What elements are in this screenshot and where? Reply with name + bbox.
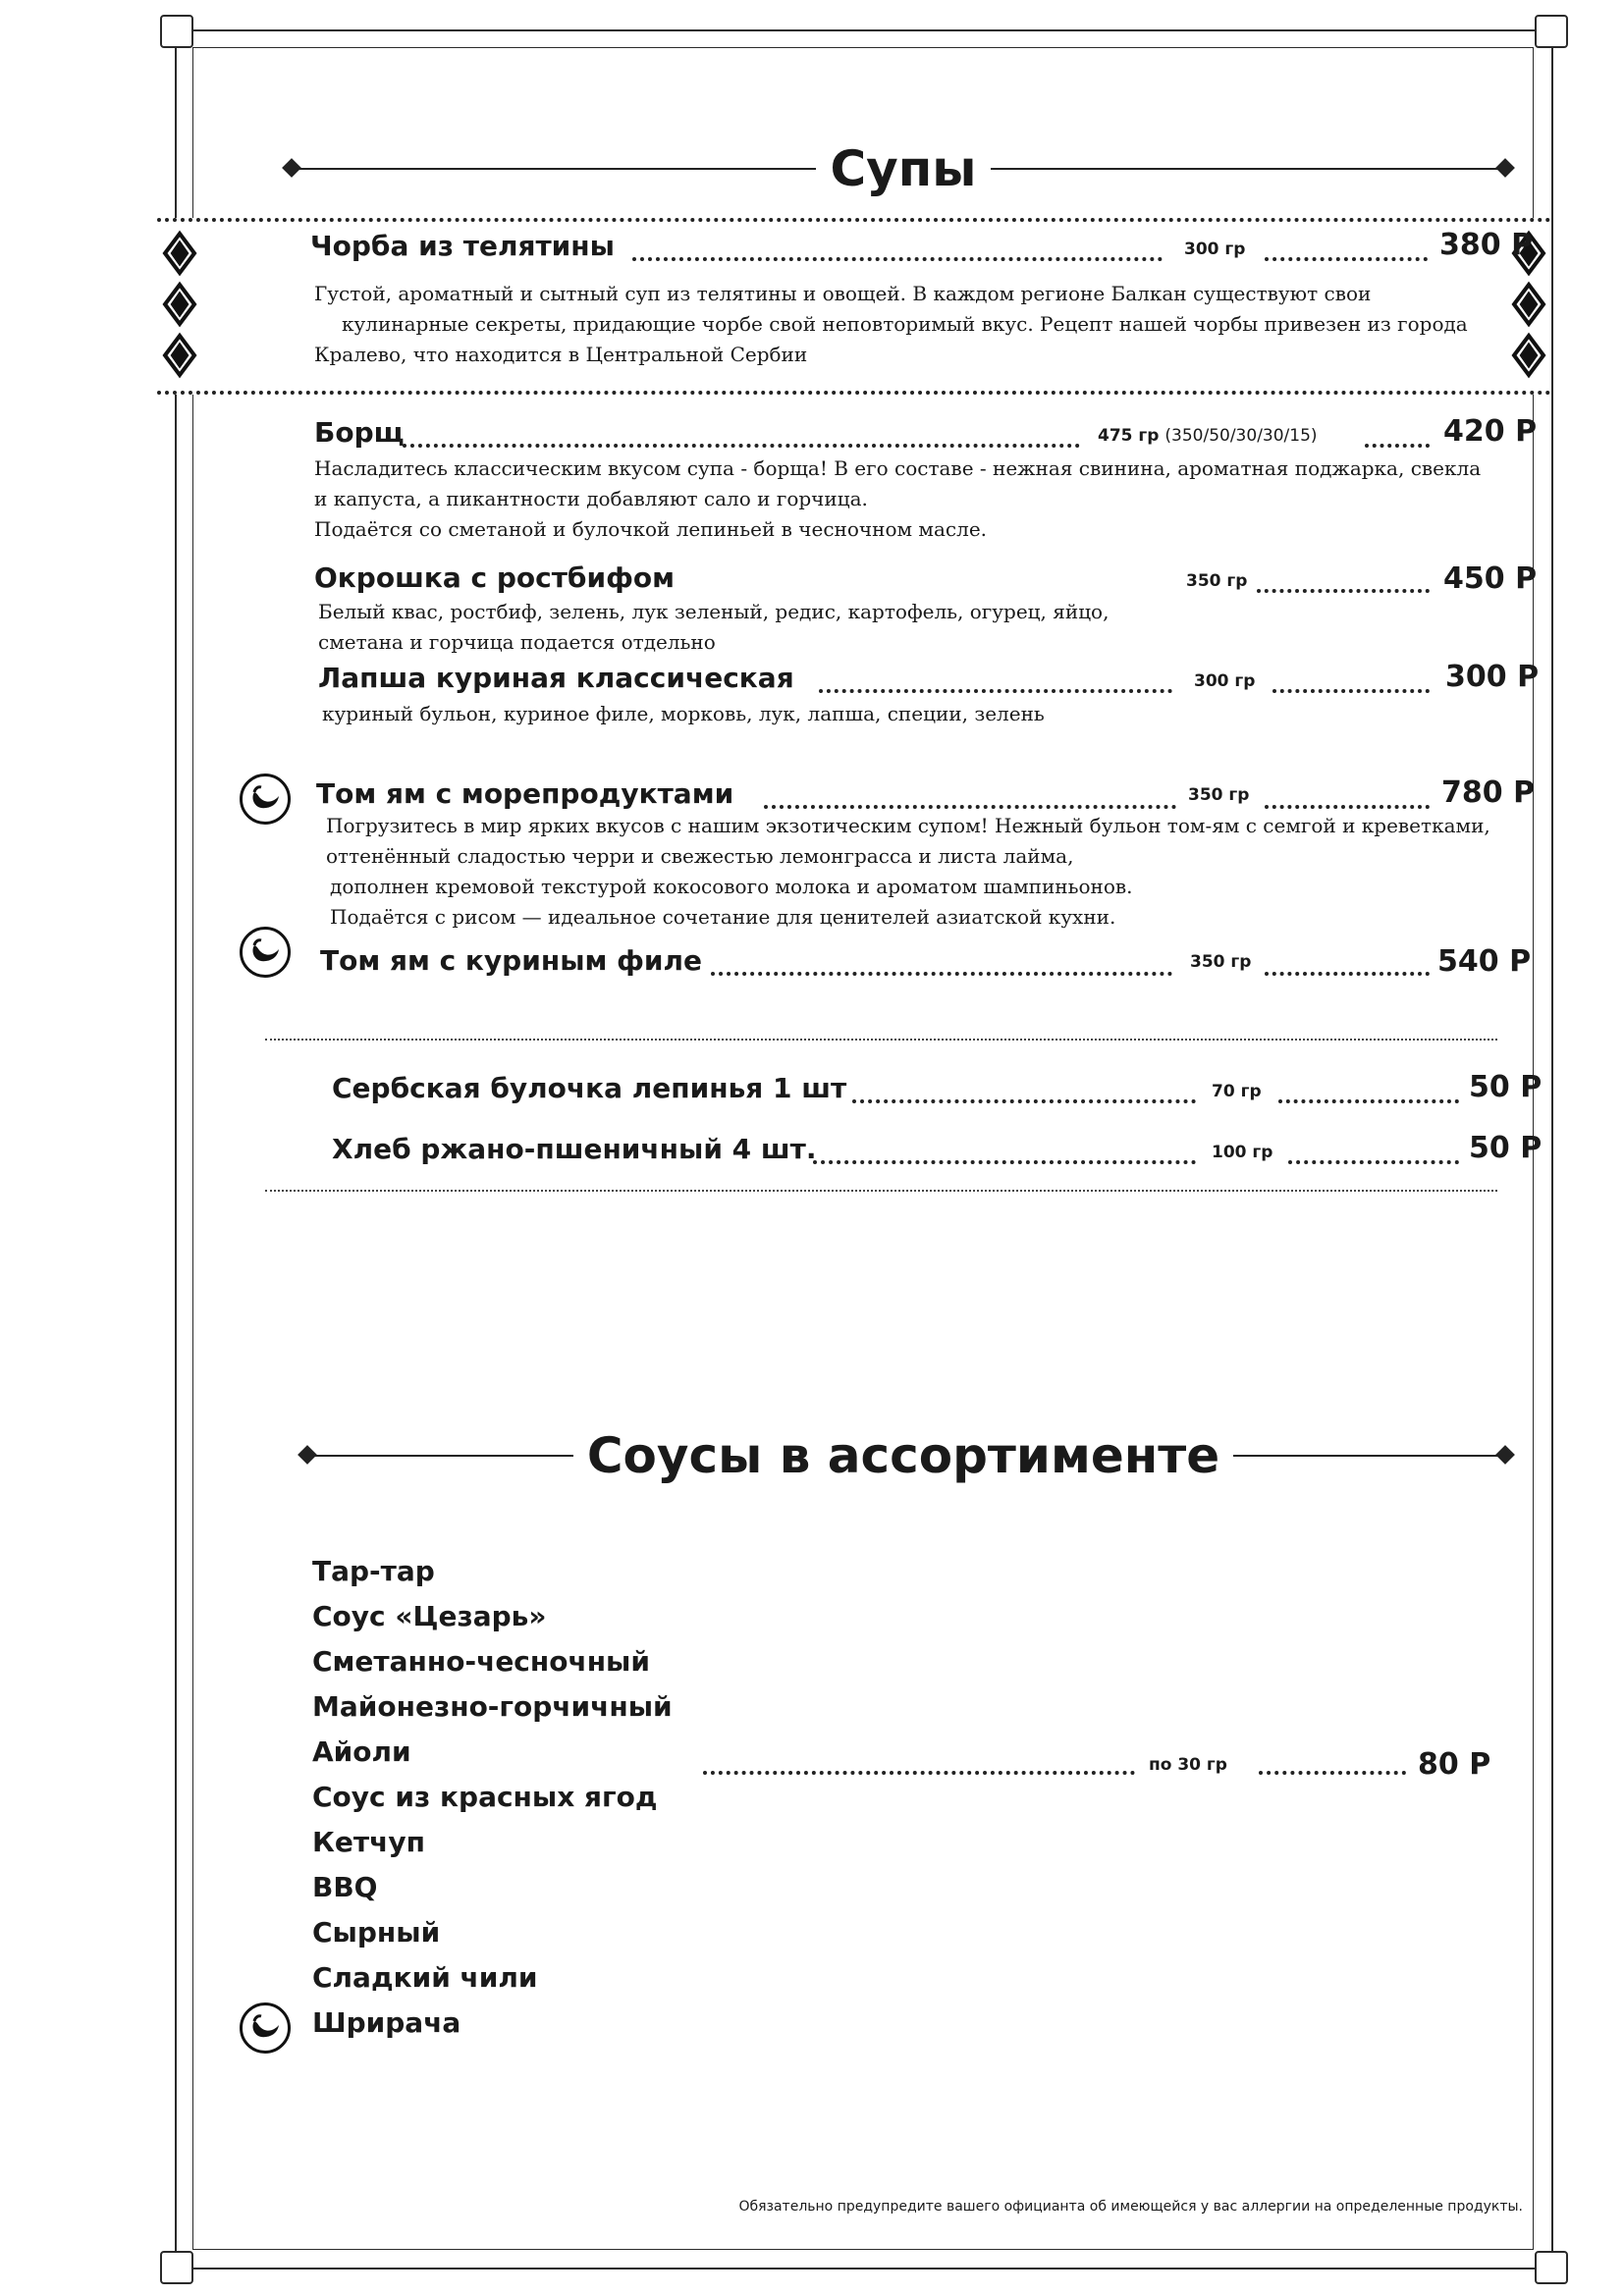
menu-item-price: 50 Р bbox=[1469, 1131, 1543, 1165]
description-line: и капуста, а пикантности добавляют сало и горчица. bbox=[314, 487, 868, 510]
leader-dots bbox=[1365, 444, 1430, 448]
section-title: Супы bbox=[816, 140, 990, 197]
menu-item-description bbox=[322, 699, 1045, 729]
description-line: сметана и горчица подается отдельно bbox=[318, 630, 716, 654]
leader-dots bbox=[1265, 805, 1430, 809]
allergy-note: Обязательно предупредите вашего официанта об имеющейся у вас аллергии на определенные продукты. bbox=[738, 2199, 1523, 2215]
section-title: Соусы в ассортименте bbox=[573, 1427, 1233, 1484]
soups-heading bbox=[285, 134, 1522, 203]
frame-corner bbox=[160, 2251, 193, 2284]
leader-dots bbox=[711, 972, 1172, 976]
chili-pepper-icon bbox=[240, 774, 291, 825]
frame-corner bbox=[1535, 15, 1568, 48]
description-line: Насладитесь классическим вкусом супа - борща! В его составе - нежная свинина, ароматная поджарка, свекла bbox=[314, 456, 1482, 480]
menu-item-title: Чорба из телятины bbox=[310, 230, 615, 262]
leader-dots bbox=[819, 689, 1172, 693]
sauce-item: Соус из красных ягод bbox=[312, 1781, 658, 1813]
sauce-item: Сырный bbox=[312, 1916, 441, 1949]
menu-item-weight: 100 гр bbox=[1212, 1143, 1273, 1162]
leader-dots bbox=[1265, 257, 1428, 261]
menu-item-title: Хлеб ржано-пшеничный 4 шт. bbox=[332, 1133, 817, 1165]
frame-corner bbox=[1535, 2251, 1568, 2284]
menu-item-title: Том ям с морепродуктами bbox=[316, 777, 734, 810]
sauce-item: Шрирача bbox=[312, 2006, 461, 2039]
leader-dots bbox=[813, 1160, 1196, 1164]
menu-item-weight: 300 гр bbox=[1184, 240, 1246, 259]
band-border bbox=[157, 391, 1551, 395]
leader-dots bbox=[403, 444, 1080, 448]
leader-dots bbox=[1257, 589, 1430, 593]
menu-item-title: Том ям с куриным филе bbox=[320, 944, 703, 977]
folk-ornament-icon bbox=[161, 230, 198, 383]
menu-item-price: 380 Р bbox=[1439, 228, 1534, 262]
description-line: Подаётся с рисом — идеальное сочетание для ценителей азиатской кухни. bbox=[330, 905, 1116, 929]
sauce-price: 80 Р bbox=[1418, 1747, 1491, 1782]
leader-dots bbox=[764, 805, 1176, 809]
menu-item-weight: 300 гр bbox=[1194, 671, 1256, 691]
menu-item-title: Лапша куриная классическая bbox=[318, 662, 794, 694]
leader-dots bbox=[703, 1771, 1135, 1775]
menu-item-description bbox=[326, 811, 1490, 933]
sauce-item: BBQ bbox=[312, 1871, 378, 1903]
menu-item-description bbox=[318, 597, 1109, 658]
description-line: куриный бульон, куриное филе, морковь, лук, лапша, специи, зелень bbox=[322, 702, 1045, 725]
band-border bbox=[157, 218, 1551, 222]
sauce-item: Кетчуп bbox=[312, 1826, 425, 1858]
menu-item-price: 50 Р bbox=[1469, 1070, 1543, 1104]
description-line: Белый квас, ростбиф, зелень, лук зеленый, редис, картофель, огурец, яйцо, bbox=[318, 600, 1110, 623]
frame-corner bbox=[160, 15, 193, 48]
leader-dots bbox=[1288, 1160, 1459, 1164]
sauce-item: Сладкий чили bbox=[312, 1961, 538, 1994]
sauce-item: Айоли bbox=[312, 1735, 411, 1768]
sauce-item: Сметанно-чесночный bbox=[312, 1645, 650, 1678]
section-separator bbox=[265, 1190, 1497, 1192]
sauce-item: Тар-тар bbox=[312, 1555, 435, 1587]
leader-dots bbox=[852, 1099, 1196, 1103]
description-line: Погрузитесь в мир ярких вкусов с нашим экзотическим супом! Нежный бульон том-ям с семгой и креветками, bbox=[326, 814, 1490, 837]
chili-pepper-icon bbox=[240, 2002, 291, 2054]
description-line: Кралево, что находится в Центральной Сербии bbox=[314, 343, 808, 366]
menu-item-description bbox=[314, 454, 1481, 545]
description-line: Густой, ароматный и сытный суп из телятины и овощей. В каждом регионе Балкан существуют свои bbox=[314, 282, 1372, 305]
menu-item-title: Окрошка с ростбифом bbox=[314, 561, 675, 594]
section-separator bbox=[265, 1039, 1497, 1041]
menu-item-weight: 350 гр bbox=[1188, 785, 1250, 805]
menu-item-price: 450 Р bbox=[1443, 561, 1538, 596]
description-line: кулинарные секреты, придающие чорбе свой неповторимый вкус. Рецепт нашей чорбы привезен из города bbox=[342, 312, 1468, 336]
leader-dots bbox=[1272, 689, 1430, 693]
description-line: Подаётся со сметаной и булочкой лепиньей в чесночном масле. bbox=[314, 517, 988, 541]
menu-item-price: 300 Р bbox=[1445, 660, 1540, 694]
weight-breakdown: (350/50/30/30/15) bbox=[1164, 426, 1318, 446]
leader-dots bbox=[1265, 972, 1430, 976]
chili-pepper-icon bbox=[240, 927, 291, 978]
leader-dots bbox=[1259, 1771, 1406, 1775]
menu-item-weight bbox=[1098, 426, 1318, 446]
sauces-heading bbox=[285, 1421, 1522, 1490]
menu-item-description bbox=[314, 279, 1468, 370]
sauce-weight: по 30 гр bbox=[1149, 1755, 1227, 1775]
sauce-item: Майонезно-горчичный bbox=[312, 1690, 673, 1723]
menu-item-title: Борщ bbox=[314, 416, 405, 449]
leader-dots bbox=[632, 257, 1163, 261]
menu-item-title: Сербская булочка лепинья 1 шт bbox=[332, 1072, 847, 1104]
description-line: оттенённый сладостью черри и свежестью лемонграсса и листа лайма, bbox=[326, 844, 1074, 868]
menu-item-price: 780 Р bbox=[1441, 775, 1536, 810]
description-line: дополнен кремовой текстурой кокосового молока и ароматом шампиньонов. bbox=[330, 875, 1133, 898]
menu-item-weight: 70 гр bbox=[1212, 1082, 1262, 1101]
menu-item-price: 420 Р bbox=[1443, 414, 1538, 449]
menu-item-price: 540 Р bbox=[1437, 944, 1532, 979]
menu-item-weight: 350 гр bbox=[1186, 571, 1248, 591]
weight-value: 475 гр bbox=[1098, 426, 1160, 446]
sauce-item: Соус «Цезарь» bbox=[312, 1600, 547, 1632]
leader-dots bbox=[1278, 1099, 1459, 1103]
menu-item-weight: 350 гр bbox=[1190, 952, 1252, 972]
